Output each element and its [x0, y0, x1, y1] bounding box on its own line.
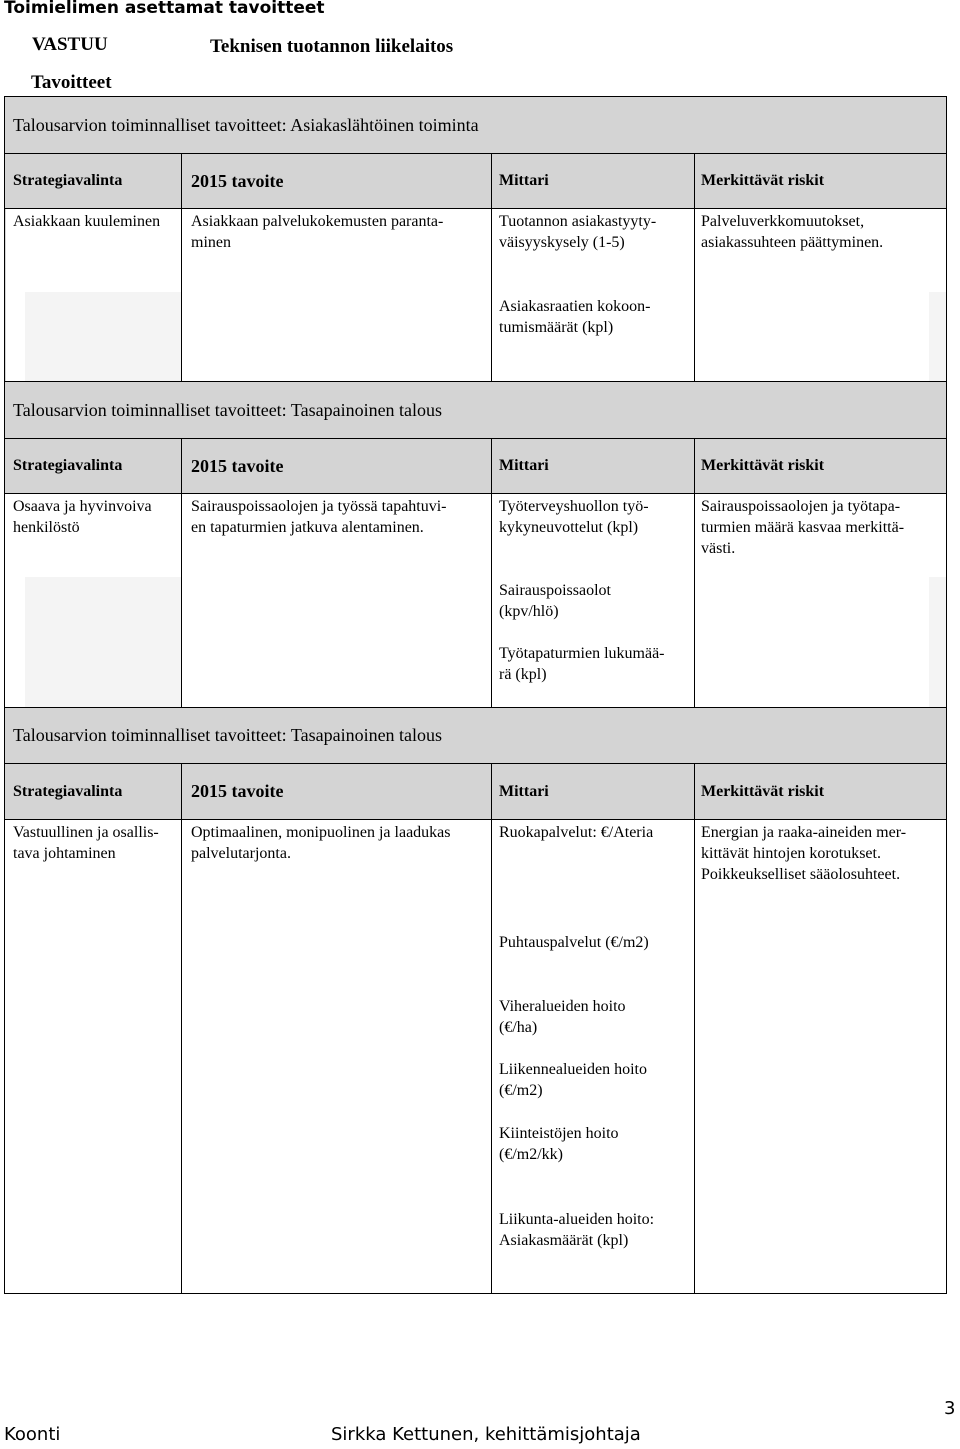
section-1-header	[5, 154, 946, 209]
section-2-title: Talousarvion toiminnalliset tavoitteet: Tasapainoinen talous	[5, 381, 946, 439]
col-strategia-header: Strategiavalinta	[13, 782, 123, 800]
footer-center: Sirkka Kettunen, kehittämisjohtaja	[331, 1424, 641, 1445]
s2-mittari-2: Sairauspoissaolot (kpv/hlö)	[499, 582, 611, 620]
s2-riskit: Sairauspoissaolojen ja työtapa- turmien määrä kasvaa merkittä- västi.	[701, 498, 905, 557]
col-tavoite-header: 2015 tavoite	[191, 455, 284, 476]
footer-left: Koonti	[4, 1424, 61, 1445]
s3-mittari-2: Puhtauspalvelut (€/m2)	[499, 934, 649, 951]
col-riskit-header: Merkittävät riskit	[701, 172, 825, 189]
goals-table	[4, 96, 947, 1294]
col-strategia-header: Strategiavalinta	[13, 172, 123, 189]
s1-tavoite: Asiakkaan palvelukokemusten paranta- minen	[191, 213, 444, 251]
col-strategia-header: Strategiavalinta	[13, 457, 123, 474]
s3-mittari-5: Kiinteistöjen hoito (€/m2/kk)	[499, 1125, 619, 1163]
section-2-header	[5, 439, 946, 494]
col-mittari-header: Mittari	[499, 782, 549, 800]
s3-riskit: Energian ja raaka-aineiden mer- kittävät hintojen korotukset. Poikkeukselliset sääolosuhteet.	[701, 824, 907, 883]
col-riskit-header: Merkittävät riskit	[701, 457, 825, 474]
s3-mittari-1: Ruokapalvelut: €/Ateria	[499, 824, 654, 841]
s1-mittari-2: Asiakasraatien kokoon- tumismäärät (kpl)	[499, 298, 651, 336]
s2-mittari-1: Työterveyshuollon työ- kykyneuvottelut (kpl)	[499, 498, 649, 536]
s2-tavoite: Sairauspoissaolojen ja työssä tapahtuvi- en tapaturmien jatkuva alentaminen.	[191, 498, 447, 536]
s3-mittari-3: Viheralueiden hoito (€/ha)	[499, 998, 626, 1036]
s3-tavoite: Optimaalinen, monipuolinen ja laadukas palvelutarjonta.	[191, 824, 451, 862]
col-tavoite-header: 2015 tavoite	[191, 170, 284, 191]
section-1-title: Talousarvion toiminnalliset tavoitteet: Asiakaslähtöinen toiminta	[5, 97, 946, 154]
s3-mittari-6: Liikunta-alueiden hoito: Asiakasmäärät (kpl)	[499, 1211, 655, 1249]
s1-mittari-1: Tuotannon asiakastyyty- väisyyskysely (1-5)	[499, 213, 657, 251]
page-title: Toimielimen asettamat tavoitteet	[4, 0, 325, 18]
s1-strategia: Asiakkaan kuuleminen	[13, 213, 161, 230]
s2-strategia: Osaava ja hyvinvoiva henkilöstö	[13, 498, 152, 536]
col-mittari-header: Mittari	[499, 457, 549, 474]
col-riskit-header: Merkittävät riskit	[701, 782, 825, 800]
s2-mittari-3: Työtapaturmien lukumää- rä (kpl)	[499, 645, 665, 683]
col-tavoite-header: 2015 tavoite	[191, 781, 284, 801]
tavoitteet-label: Tavoitteet	[31, 72, 112, 93]
vastuu-value: Teknisen tuotannon liikelaitos	[210, 36, 454, 57]
section-3-header	[5, 764, 946, 820]
s3-mittari-4: Liikennealueiden hoito (€/m2)	[499, 1061, 647, 1099]
section-3-title: Talousarvion toiminnalliset tavoitteet: Tasapainoinen talous	[5, 707, 946, 764]
s1-riskit: Palveluverkkomuutokset, asiakassuhteen päättyminen.	[701, 213, 884, 251]
col-mittari-header: Mittari	[499, 172, 549, 189]
vastuu-label: VASTUU	[32, 34, 108, 55]
s3-strategia: Vastuullinen ja osallis- tava johtaminen	[13, 824, 159, 862]
page-number: 3	[944, 1398, 956, 1419]
